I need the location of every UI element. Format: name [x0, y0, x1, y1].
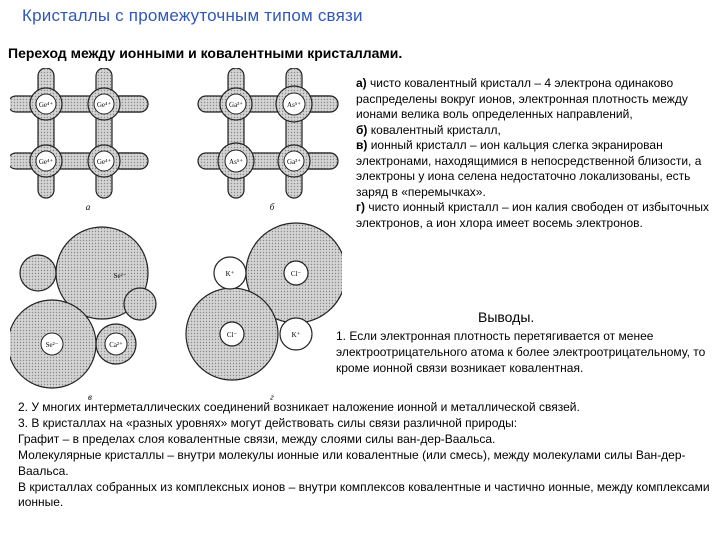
ion-label: Cl⁻: [290, 270, 302, 278]
ion-label: Cl⁻: [226, 331, 238, 339]
description-paragraph: [356, 123, 710, 139]
ion-label: Ga³⁺: [287, 158, 301, 166]
conclusions-list: [18, 400, 714, 511]
panel-c-ionic: [10, 227, 156, 388]
item-label-g: г): [356, 200, 365, 214]
ion-label: Ga³⁺: [229, 101, 243, 109]
description-paragraph: [356, 76, 710, 123]
ion-label: Ca²⁺: [109, 341, 123, 349]
panel-b-letter: б: [269, 202, 275, 212]
panel-c-letter: в: [88, 392, 92, 402]
ion-label: K⁺: [225, 270, 235, 278]
slide-subtitle: Переход между ионными и ковалентными кристаллами.: [8, 45, 403, 61]
ion-label: As⁵⁺: [287, 101, 301, 109]
slide-title: Кристаллы с промежуточным типом связи: [22, 6, 363, 25]
panel-d-letter: г: [270, 392, 274, 402]
conclusion-item-3: 3. В кристаллах на «разных уровнях» могут действовать силы связи различной природы:: [18, 415, 518, 430]
ion-label: Ge⁴⁺: [96, 158, 112, 166]
ion-label: Ge⁴⁺: [38, 101, 54, 109]
conclusion-complex: В кристаллах собранных из комплексных ионов – внутри комплексов ковалентные и частично ионные, между комплексами ионные.: [18, 479, 710, 510]
item-label-b: б): [356, 122, 368, 137]
panel-a-letter: а: [85, 202, 91, 212]
panel-b-covalent: [198, 68, 338, 198]
description-paragraph: [356, 200, 710, 231]
panel-a-covalent: [10, 68, 148, 198]
conclusions-heading: Выводы.: [478, 309, 535, 325]
item-label-v: в): [356, 138, 368, 152]
ion-label: Ge⁴⁺: [38, 158, 54, 166]
panel-a-lattice: [10, 68, 148, 198]
item-text-a: чисто ковалентный кристалл – 4 электрона одинаково распределены вокруг ионов, электронная плотность между ионами велика воль определенных направлений,: [356, 76, 688, 121]
conclusion-molecular: Молекулярные кристаллы – внутри молекулы ионные или ковалентные (или смесь), между молекулами силы Ван-дер-Ваальса.: [18, 447, 686, 478]
panel-d-ionic: [186, 223, 342, 380]
conclusion-graphite: Графит – в пределах слоя ковалентные связи, между слоями силы ван-дер-Ваальса.: [18, 431, 496, 446]
crystal-bonding-figure: [10, 68, 342, 408]
ion-label: Se²⁻: [113, 272, 127, 280]
figure-description: [356, 76, 710, 231]
conclusion-item-2: 2. У многих интерметаллических соединений возникает наложение ионной и металлической связей.: [18, 400, 580, 414]
ion-label: K⁺: [291, 331, 301, 339]
conclusion-text: 1. Если электронная плотность перетягивается от менее электроотрицательного атома к более электроотрицательному, то кроме ионной связи возникает ковалентная.: [336, 329, 706, 375]
ion-label: Se²⁻: [45, 341, 59, 349]
item-text-b: ковалентный кристалл,: [367, 122, 501, 137]
item-label-a: а): [356, 76, 367, 90]
item-text-v: ионный кристалл – ион кальция слегка экранирован электронами, находящимися в непосредственной близости, а электроны у иона селена недостаточно локализованы, есть заряд в «перемычках».: [356, 138, 702, 199]
conclusion-item-1: [336, 329, 714, 376]
item-text-g: чисто ионный кристалл – ион калия свободен от избыточных электронов, а ион хлора имеет восемь электронов.: [356, 200, 709, 230]
ion-label: Ge⁴⁺: [96, 101, 112, 109]
ion-label: As⁵⁺: [229, 158, 243, 166]
description-paragraph: [356, 138, 710, 200]
